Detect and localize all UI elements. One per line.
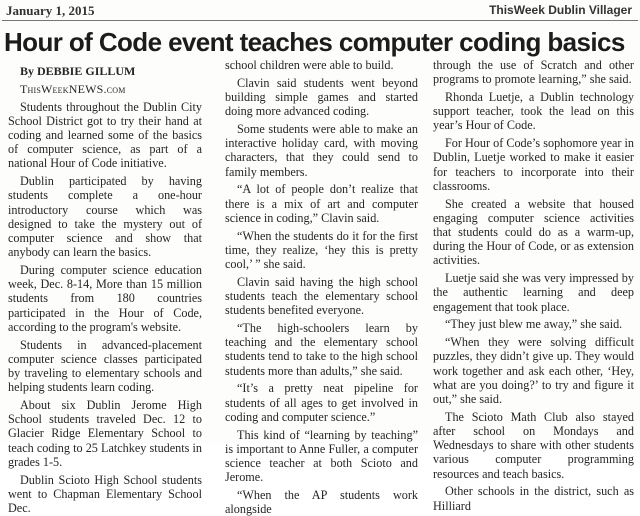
paragraph: school children were able to build. xyxy=(225,58,394,72)
paragraph: “When the AP students work alongside xyxy=(225,488,418,516)
paragraph: Some students were able to make an interactive holiday card, with moving characters, that they could send to family members. xyxy=(225,122,418,179)
paragraph: Rhonda Luetje, a Dublin technology support teacher, took the lead on this year’s Hour of Code. xyxy=(433,90,634,133)
paragraph: “A lot of people don’t realize that there is a mix of art and computer science in coding,” Clavin said. xyxy=(225,182,418,225)
paragraph: through the use of Scratch and other programs to promote learning,” she said. xyxy=(433,58,634,87)
paragraph: “The high-schoolers learn by teaching and the elementary school students tend to take to the high school students more than adults,” she said. xyxy=(225,321,418,378)
masthead-rule xyxy=(2,20,638,21)
paragraph: About six Dublin Jerome High School students traveled Dec. 12 to Glacier Ridge Elementary School to teach coding to 25 Latchkey students in grades 1-5. xyxy=(8,398,202,469)
paragraph: During computer science education week, Dec. 8-14, More than 15 million students from 180 countries participated in the Hour of Code, according to the program's website. xyxy=(8,263,202,334)
paragraph: The Scioto Math Club also stayed after school on Mondays and Wednesdays to share with other students various computer programming resources and teach basics. xyxy=(433,409,634,481)
paragraph: “When the students do it for the first time, they realize, ‘hey this is pretty cool,’ ” she said. xyxy=(225,228,418,272)
paragraph: “When they were solving difficult puzzles, they didn’t give up. They would work together and ask each other, ‘Hey, what are you doing?’ to try and figure it out,” she said. xyxy=(433,335,634,407)
paragraph: Dublin Scioto High School students went to Chapman Elementary School Dec. xyxy=(8,472,202,516)
article-headline: Hour of Code event teaches computer coding basics xyxy=(4,27,625,57)
paragraph: “They just blew me away,” she said. xyxy=(445,317,623,332)
column-3 xyxy=(433,58,634,513)
byline-author: By DEBBIE GILLUM xyxy=(20,64,136,78)
paragraph: Dublin participated by having students complete a one-hour introductory course which was designed to take the mystery out of computer science and show that anybody can learn the basics. xyxy=(8,174,202,260)
masthead xyxy=(0,3,640,19)
column-1 xyxy=(8,64,202,516)
paragraph: She created a website that housed engaging computer science activities that students could do as a warm-up, during the Hour of Code, or as extension activities. xyxy=(433,196,634,268)
paragraph: Students throughout the Dublin City School District got to try their hand at coding and learned some of the basics of computer science, as part of a national Hour of Code initiative. xyxy=(8,99,202,171)
paragraph: Luetje said she was very impressed by the authentic learning and deep engagement that took place. xyxy=(433,271,634,314)
paragraph: This kind of “learning by teaching” is important to Anne Fuller, a computer science teacher at both Scioto and Jerome. xyxy=(225,427,418,485)
publication-name: ThisWeek Dublin Villager xyxy=(489,3,632,17)
column-2 xyxy=(225,58,418,516)
issue-date: January 1, 2015 xyxy=(6,3,95,18)
paragraph: “It’s a pretty neat pipeline for students of all ages to get involved in coding and computer science.” xyxy=(225,381,418,424)
byline-site: ThisWeekNEWS.com xyxy=(20,81,126,96)
paragraph: For Hour of Code’s sophomore year in Dublin, Luetje worked to make it easier for teachers to incorporate into their classrooms. xyxy=(433,136,634,193)
paragraph: Clavin said having the high school students teach the elementary school students benefited everyone. xyxy=(225,274,418,318)
paragraph: Clavin said students went beyond building simple games and started doing more advanced coding. xyxy=(225,75,418,119)
paragraph: Students in advanced-placement computer science classes participated by traveling to elementary schools and helping students learn coding. xyxy=(8,337,202,395)
paragraph: Other schools in the district, such as Hilliard xyxy=(433,484,634,513)
